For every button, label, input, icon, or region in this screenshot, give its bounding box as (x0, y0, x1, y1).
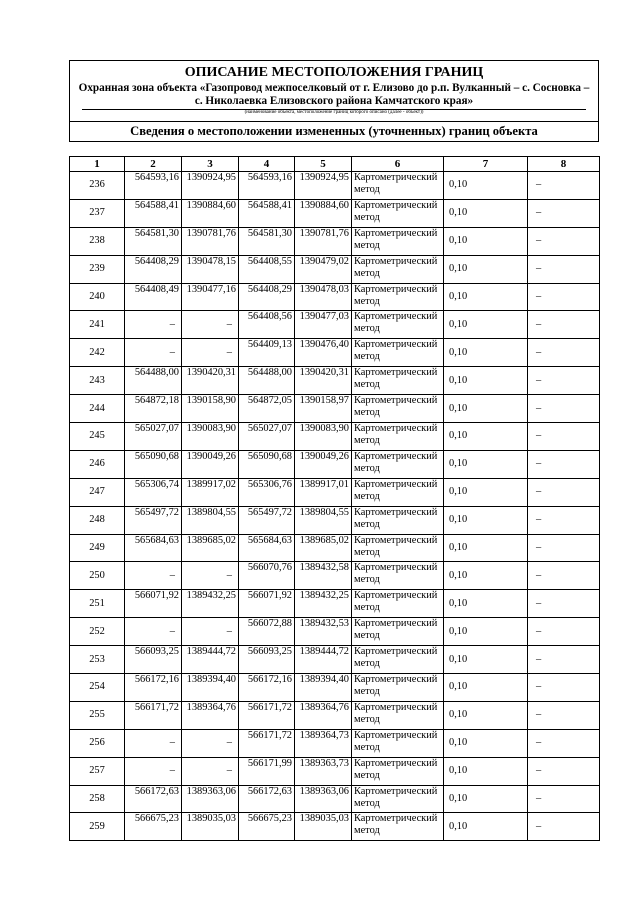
new-x-cell: 566171,72 (239, 701, 295, 729)
point-number-cell: 248 (70, 506, 125, 534)
note-cell: – (528, 199, 600, 227)
old-x-cell: 565684,63 (125, 534, 182, 562)
table-row (70, 283, 600, 311)
accuracy-cell: 0,10 (444, 813, 528, 841)
column-header: 2 (125, 157, 182, 172)
new-x-cell: 566171,72 (239, 729, 295, 757)
point-number-cell: 236 (70, 172, 125, 200)
old-x-cell: – (125, 562, 182, 590)
method-cell: Картометрический метод (352, 674, 444, 702)
new-y-cell: 1390477,03 (295, 311, 352, 339)
new-y-cell: 1389432,53 (295, 618, 352, 646)
table-row (70, 172, 600, 200)
point-number-cell: 247 (70, 478, 125, 506)
point-number-cell: 255 (70, 701, 125, 729)
accuracy-cell: 0,10 (444, 395, 528, 423)
method-cell: Картометрический метод (352, 590, 444, 618)
object-name: Охранная зона объекта «Газопровод межпоселковый от г. Елизово до р.п. Вулканный – с. Сосновка – с. Николаевка Елизовского района Камчатского края» (78, 82, 590, 107)
new-y-cell: 1390478,03 (295, 283, 352, 311)
new-x-cell: 565497,72 (239, 506, 295, 534)
method-cell: Картометрический метод (352, 701, 444, 729)
table-row (70, 534, 600, 562)
table-row (70, 674, 600, 702)
point-number-cell: 257 (70, 757, 125, 785)
table-row (70, 367, 600, 395)
accuracy-cell: 0,10 (444, 450, 528, 478)
column-header: 3 (182, 157, 239, 172)
new-y-cell: 1389035,03 (295, 813, 352, 841)
method-cell: Картометрический метод (352, 283, 444, 311)
old-y-cell: 1390083,90 (182, 423, 239, 451)
old-y-cell: 1390420,31 (182, 367, 239, 395)
section-title: Сведения о местоположении измененных (уточненных) границ объекта (130, 124, 538, 138)
method-cell: Картометрический метод (352, 423, 444, 451)
note-cell: – (528, 339, 600, 367)
point-number-cell: 245 (70, 423, 125, 451)
point-number-cell: 252 (70, 618, 125, 646)
table-row (70, 339, 600, 367)
column-header: 8 (528, 157, 600, 172)
note-cell: – (528, 395, 600, 423)
point-number-cell: 239 (70, 255, 125, 283)
note-cell: – (528, 311, 600, 339)
old-y-cell: 1390049,26 (182, 450, 239, 478)
new-y-cell: 1389364,73 (295, 729, 352, 757)
note-cell: – (528, 534, 600, 562)
method-cell: Картометрический метод (352, 450, 444, 478)
point-number-cell: 258 (70, 785, 125, 813)
point-number-cell: 237 (70, 199, 125, 227)
note-cell: – (528, 729, 600, 757)
table-row (70, 562, 600, 590)
new-x-cell: 565027,07 (239, 423, 295, 451)
old-y-cell: 1389363,06 (182, 785, 239, 813)
accuracy-cell: 0,10 (444, 562, 528, 590)
new-x-cell: 565306,76 (239, 478, 295, 506)
old-y-cell: 1390478,15 (182, 255, 239, 283)
new-y-cell: 1389444,72 (295, 646, 352, 674)
new-y-cell: 1390884,60 (295, 199, 352, 227)
new-x-cell: 566070,76 (239, 562, 295, 590)
old-y-cell: 1390158,90 (182, 395, 239, 423)
old-x-cell: – (125, 311, 182, 339)
old-y-cell: – (182, 339, 239, 367)
point-number-cell: 250 (70, 562, 125, 590)
old-x-cell: 566071,92 (125, 590, 182, 618)
accuracy-cell: 0,10 (444, 199, 528, 227)
accuracy-cell: 0,10 (444, 534, 528, 562)
table-row (70, 785, 600, 813)
point-number-cell: 251 (70, 590, 125, 618)
new-x-cell: 565684,63 (239, 534, 295, 562)
note-cell: – (528, 618, 600, 646)
note-cell: – (528, 172, 600, 200)
point-number-cell: 259 (70, 813, 125, 841)
new-x-cell: 564872,05 (239, 395, 295, 423)
old-x-cell: 564488,00 (125, 367, 182, 395)
method-cell: Картометрический метод (352, 311, 444, 339)
old-x-cell: – (125, 339, 182, 367)
note-cell: – (528, 674, 600, 702)
table-row (70, 729, 600, 757)
old-x-cell: 566172,16 (125, 674, 182, 702)
old-y-cell: 1389035,03 (182, 813, 239, 841)
method-cell: Картометрический метод (352, 395, 444, 423)
old-y-cell: – (182, 618, 239, 646)
old-y-cell: – (182, 729, 239, 757)
old-y-cell: – (182, 311, 239, 339)
accuracy-cell: 0,10 (444, 590, 528, 618)
new-x-cell: 564588,41 (239, 199, 295, 227)
point-number-cell: 253 (70, 646, 125, 674)
new-x-cell: 564488,00 (239, 367, 295, 395)
old-x-cell: 565497,72 (125, 506, 182, 534)
new-x-cell: 566093,25 (239, 646, 295, 674)
accuracy-cell: 0,10 (444, 339, 528, 367)
point-number-cell: 246 (70, 450, 125, 478)
old-x-cell: 565027,07 (125, 423, 182, 451)
boundary-points-table (69, 156, 600, 841)
old-y-cell: 1389364,76 (182, 701, 239, 729)
accuracy-cell: 0,10 (444, 729, 528, 757)
method-cell: Картометрический метод (352, 199, 444, 227)
table-row (70, 255, 600, 283)
note-cell: – (528, 478, 600, 506)
note-cell: – (528, 450, 600, 478)
old-y-cell: 1389685,02 (182, 534, 239, 562)
table-row (70, 813, 600, 841)
column-header: 5 (295, 157, 352, 172)
new-y-cell: 1390476,40 (295, 339, 352, 367)
new-x-cell: 566675,23 (239, 813, 295, 841)
table-row (70, 423, 600, 451)
accuracy-cell: 0,10 (444, 311, 528, 339)
new-y-cell: 1389364,76 (295, 701, 352, 729)
column-header: 4 (239, 157, 295, 172)
table-row (70, 506, 600, 534)
new-x-cell: 566071,92 (239, 590, 295, 618)
old-x-cell: 564408,29 (125, 255, 182, 283)
old-y-cell: 1389394,40 (182, 674, 239, 702)
old-y-cell: – (182, 562, 239, 590)
old-y-cell: 1389804,55 (182, 506, 239, 534)
accuracy-cell: 0,10 (444, 283, 528, 311)
new-y-cell: 1390158,97 (295, 395, 352, 423)
note-cell: – (528, 506, 600, 534)
old-y-cell: 1389444,72 (182, 646, 239, 674)
new-y-cell: 1389363,73 (295, 757, 352, 785)
point-number-cell: 240 (70, 283, 125, 311)
new-y-cell: 1390049,26 (295, 450, 352, 478)
new-x-cell: 564408,55 (239, 255, 295, 283)
point-number-cell: 244 (70, 395, 125, 423)
old-x-cell: – (125, 729, 182, 757)
point-number-cell: 241 (70, 311, 125, 339)
new-y-cell: 1390083,90 (295, 423, 352, 451)
old-x-cell: – (125, 757, 182, 785)
old-x-cell: 565306,74 (125, 478, 182, 506)
new-x-cell: 564409,13 (239, 339, 295, 367)
point-number-cell: 256 (70, 729, 125, 757)
note-cell: – (528, 283, 600, 311)
old-x-cell: – (125, 618, 182, 646)
new-y-cell: 1390781,76 (295, 227, 352, 255)
accuracy-cell: 0,10 (444, 701, 528, 729)
note-cell: – (528, 562, 600, 590)
old-y-cell: 1390884,60 (182, 199, 239, 227)
note-cell: – (528, 590, 600, 618)
old-x-cell: 566172,63 (125, 785, 182, 813)
accuracy-cell: 0,10 (444, 367, 528, 395)
note-cell: – (528, 785, 600, 813)
accuracy-cell: 0,10 (444, 478, 528, 506)
old-x-cell: 564408,49 (125, 283, 182, 311)
new-x-cell: 564408,29 (239, 283, 295, 311)
note-cell: – (528, 227, 600, 255)
accuracy-cell: 0,10 (444, 785, 528, 813)
table-row (70, 199, 600, 227)
old-x-cell: 566093,25 (125, 646, 182, 674)
note-cell: – (528, 813, 600, 841)
old-x-cell: 566675,23 (125, 813, 182, 841)
new-x-cell: 566072,88 (239, 618, 295, 646)
method-cell: Картометрический метод (352, 534, 444, 562)
method-cell: Картометрический метод (352, 618, 444, 646)
table-row (70, 757, 600, 785)
method-cell: Картометрический метод (352, 646, 444, 674)
new-x-cell: 565090,68 (239, 450, 295, 478)
column-header: 1 (70, 157, 125, 172)
old-x-cell: 566171,72 (125, 701, 182, 729)
table-row (70, 311, 600, 339)
new-x-cell: 564408,56 (239, 311, 295, 339)
method-cell: Картометрический метод (352, 757, 444, 785)
new-x-cell: 566172,63 (239, 785, 295, 813)
new-y-cell: 1390924,95 (295, 172, 352, 200)
new-x-cell: 564581,30 (239, 227, 295, 255)
accuracy-cell: 0,10 (444, 618, 528, 646)
method-cell: Картометрический метод (352, 172, 444, 200)
old-y-cell: 1390781,76 (182, 227, 239, 255)
point-number-cell: 243 (70, 367, 125, 395)
table-row (70, 395, 600, 423)
note-cell: – (528, 646, 600, 674)
method-cell: Картометрический метод (352, 478, 444, 506)
new-x-cell: 566172,16 (239, 674, 295, 702)
note-cell: – (528, 757, 600, 785)
accuracy-cell: 0,10 (444, 255, 528, 283)
accuracy-cell: 0,10 (444, 423, 528, 451)
point-number-cell: 254 (70, 674, 125, 702)
section-divider (70, 121, 598, 122)
table-row (70, 590, 600, 618)
new-y-cell: 1390479,02 (295, 255, 352, 283)
old-y-cell: 1389917,02 (182, 478, 239, 506)
method-cell: Картометрический метод (352, 729, 444, 757)
method-cell: Картометрический метод (352, 785, 444, 813)
document-title: ОПИСАНИЕ МЕСТОПОЛОЖЕНИЯ ГРАНИЦ (184, 65, 484, 80)
old-x-cell: 565090,68 (125, 450, 182, 478)
table-row (70, 478, 600, 506)
accuracy-cell: 0,10 (444, 674, 528, 702)
method-cell: Картометрический метод (352, 506, 444, 534)
new-y-cell: 1389363,06 (295, 785, 352, 813)
old-x-cell: 564588,41 (125, 199, 182, 227)
method-cell: Картометрический метод (352, 339, 444, 367)
old-y-cell: 1390477,16 (182, 283, 239, 311)
note-cell: – (528, 367, 600, 395)
new-y-cell: 1389685,02 (295, 534, 352, 562)
column-header: 6 (352, 157, 444, 172)
old-x-cell: 564581,30 (125, 227, 182, 255)
method-cell: Картометрический метод (352, 813, 444, 841)
accuracy-cell: 0,10 (444, 506, 528, 534)
column-header: 7 (444, 157, 528, 172)
new-y-cell: 1389917,01 (295, 478, 352, 506)
method-cell: Картометрический метод (352, 562, 444, 590)
old-y-cell: – (182, 757, 239, 785)
note-cell: – (528, 701, 600, 729)
document-header (69, 60, 599, 142)
accuracy-cell: 0,10 (444, 757, 528, 785)
note-cell: – (528, 423, 600, 451)
new-x-cell: 564593,16 (239, 172, 295, 200)
old-y-cell: 1390924,95 (182, 172, 239, 200)
table-row (70, 227, 600, 255)
new-y-cell: 1389394,40 (295, 674, 352, 702)
new-y-cell: 1389804,55 (295, 506, 352, 534)
point-number-cell: 249 (70, 534, 125, 562)
point-number-cell: 242 (70, 339, 125, 367)
table-row (70, 450, 600, 478)
method-cell: Картометрический метод (352, 255, 444, 283)
new-y-cell: 1389432,58 (295, 562, 352, 590)
accuracy-cell: 0,10 (444, 172, 528, 200)
old-y-cell: 1389432,25 (182, 590, 239, 618)
point-number-cell: 238 (70, 227, 125, 255)
accuracy-cell: 0,10 (444, 646, 528, 674)
new-y-cell: 1389432,25 (295, 590, 352, 618)
table-row (70, 618, 600, 646)
accuracy-cell: 0,10 (444, 227, 528, 255)
method-cell: Картометрический метод (352, 367, 444, 395)
new-y-cell: 1390420,31 (295, 367, 352, 395)
column-number-row (70, 157, 600, 172)
object-name-caption: (наименование объекта, местоположение границ которого описано (далее - объект)) (244, 110, 424, 115)
old-x-cell: 564593,16 (125, 172, 182, 200)
note-cell: – (528, 255, 600, 283)
table-row (70, 701, 600, 729)
old-x-cell: 564872,18 (125, 395, 182, 423)
method-cell: Картометрический метод (352, 227, 444, 255)
table-row (70, 646, 600, 674)
new-x-cell: 566171,99 (239, 757, 295, 785)
